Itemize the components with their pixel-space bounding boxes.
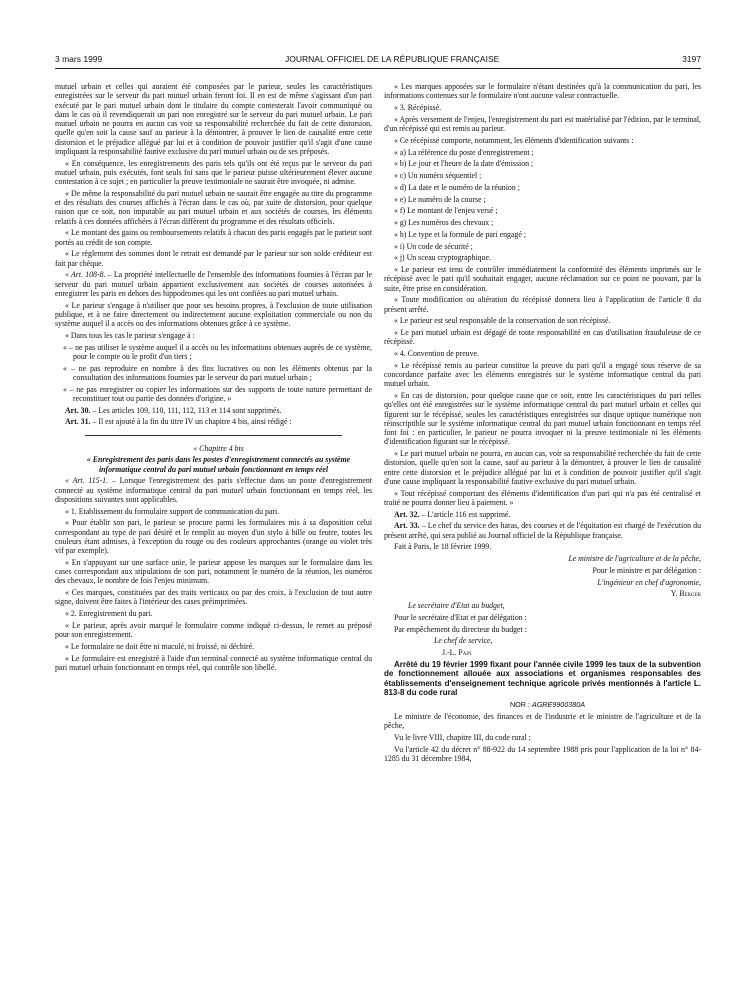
chapter-heading: « Chapitre 4 bis xyxy=(193,443,244,453)
paragraph: « Les marques apposées sur le formulaire n'étant destinées qu'à la communication du pari, les informations contenues sur le formulaire n'ont aucune valeur contractuelle. xyxy=(384,82,701,101)
paragraph: « En s'appuyant sur une surface unie, le parieur appose les marques sur le formulaire dans les cases correspondant aux stipulations de son pari, notamment le numéro de la réunion, les numéros des chevaux, le nombre de fois l'enjeu minimum. xyxy=(55,557,372,586)
list-item: « b) Le jour et l'heure de la date d'émission ; xyxy=(394,159,534,169)
list-item: « d) La date et le numéro de la réunion ; xyxy=(394,182,520,192)
list-item: « – ne pas utiliser le système auquel il a accès ou les informations obtenues auprès de ce système, pour le compte ou le profit d'un tiers ; xyxy=(63,342,372,361)
paragraph: Vu le livre VIII, chapitre III, du code rural ; xyxy=(394,733,531,742)
article-label: « Art. 108-8. xyxy=(65,270,106,280)
article-33 xyxy=(384,521,701,540)
section-heading: « 3. Récépissé. xyxy=(394,103,442,112)
paragraph: « Tout récépissé comportant des éléments d'identification d'un pari qui n'a pas été centralisé et traité ne pourra donner lieu à paiement. » xyxy=(384,488,701,507)
article-30 xyxy=(55,406,372,415)
list-item: « i) Un code de sécurité ; xyxy=(394,241,473,251)
paragraph: « Le montant des gains ou remboursements relatifs à chacun des paris engagés par le parieur sont portés au crédit de son compte. xyxy=(55,228,372,247)
signatory-title: Le secrétaire d'Etat au budget, xyxy=(408,601,505,610)
paragraph: « Le règlement des sommes dont le retrait est demandé par le parieur sur son solde créditeur est fait par chèque. xyxy=(55,249,372,268)
list-item: « g) Les numéros des chevaux ; xyxy=(394,218,494,227)
article-31 xyxy=(55,417,372,426)
paragraph: « Dans tous les cas le parieur s'engage à : xyxy=(65,330,195,340)
issue-date: 3 mars 1999 xyxy=(55,54,103,64)
paragraph: « Ces marques, constituées par des traits verticaux ou par des croix, à l'exclusion de tout autre signe, doivent être faites à l'intérieur des cases préimprimées. xyxy=(55,588,372,607)
paragraph: Vu l'article 42 du décret n° 88-922 du 14 septembre 1988 pris pour l'application de la loi n° 84-1285 du 31 décembre 1984, xyxy=(384,744,701,763)
paragraph: « Le parieur s'engage à n'utiliser que pour ses besoins propres, à l'exclusion de toute utilisation publique, et à ne faire directement ou indirectement aucune exploitation commerciale ou non du système auquel il a accès ou des informations obtenues grâce à ce système. xyxy=(55,300,372,328)
list-item: « a) La référence du poste d'enregistrement ; xyxy=(394,147,534,157)
text-columns xyxy=(55,82,701,960)
journal-title: JOURNAL OFFICIEL DE LA RÉPUBLIQUE FRANÇAISE xyxy=(285,54,500,64)
article-32 xyxy=(384,510,701,519)
paragraph: « Le récépissé remis au parieur constitue la preuve du pari qu'il a engagé sous réserve de sa concordance parfaite avec les éléments enregistrés sur le système informatique central du pari mutuel urbain. xyxy=(384,360,701,389)
list-item: « h) Le type et la formule de pari engagé ; xyxy=(394,229,526,239)
paragraph: « Le formulaire ne doit être ni maculé, ni froissé, ni déchiré. xyxy=(65,641,255,651)
paragraph: « En conséquence, les enregistrements des paris tels qu'ils ont été reçus par le serveur du pari mutuel urbain, puis exécutés, font seuls foi sans que le parieur puisse ultérieurement élever aucune contestation à ce sujet ; en particulier la preuve testimoniale ne saurait être invoquée, ni admise. xyxy=(55,158,372,186)
article-115-1 xyxy=(55,476,372,504)
article-108-8 xyxy=(55,270,372,298)
nor-label: NOR : xyxy=(509,700,532,710)
signatory-name: Y. Berger xyxy=(670,589,701,599)
paragraph: « De même la responsabilité du pari mutuel urbain ne saurait être engagée au titre du programme et des résultats des courses affichés à l'écran dans le cas où, par suite de distorsion, pour quelque raison que ce soit, non imputable au pari mutuel urbain et aux sociétés de courses, les éléments relatifs à ces données affichées à l'écran diffèrent du programme et des résultats officiels. xyxy=(55,188,372,226)
paragraph: « Le parieur, après avoir marqué le formulaire comme indiqué ci-dessus, le remet au préposé pour son enregistrement. xyxy=(55,620,372,639)
signatory-delegation: Pour le ministre et par délégation : xyxy=(592,565,701,575)
paragraph: « Toute modification ou altération du récépissé donnera lieu à l'application de l'article 8 du présent arrêté. xyxy=(384,295,701,314)
list-item: « – ne pas reproduire en nombre à des fins lucratives ou non les éléments obtenus par la consultation des informations fournies par le serveur du pari mutuel urbain ; xyxy=(63,363,372,382)
list-item: « e) Le numéro de la course ; xyxy=(394,194,486,204)
nor-code: AGRE9900380A xyxy=(531,700,586,710)
page-number: 3197 xyxy=(682,54,701,64)
divider xyxy=(85,435,342,436)
article-text: – La propriété intellectuelle de l'ensemble des informations fournies à l'écran par le serveur du pari mutuel urbain appartient exclusivement aux sociétés de courses autorisées à enregistrer les paris en dehors des hippodromes qui les ont confiées au pari mutuel urbain. xyxy=(55,270,372,298)
paragraph: « Le parieur est tenu de contrôler immédiatement la conformité des éléments imprimés sur le récépissé avec le pari qu'il souhaitait engager, aucune réclamation sur ce point ne pouvant, par la suite, être prise en considération. xyxy=(384,265,701,293)
article-text: – Lorsque l'enregistrement des paris s'effectue dans un poste d'enregistrement connecté au système informatique central du pari mutuel urbain fonctionnant en temps réel, les dispositions suivantes sont applicables. xyxy=(55,476,372,504)
signatory-role: L'ingénieur en chef d'agronomie, xyxy=(597,577,701,587)
nor-reference xyxy=(384,700,701,709)
left-column xyxy=(55,82,372,960)
section-heading: « 1. Etablissement du formulaire support de communication du pari. xyxy=(65,506,280,516)
chapter-title: « Enregistrement des paris dans les postes d'enregistrement connectés au système informatique central du pari mutuel urbain fonctionnant en temps réel xyxy=(86,455,351,474)
paragraph: « En cas de distorsion, pour quelque cause que ce soit, entre les caractéristiques du pari telles qu'elles ont été enregistrées sur le système informatique central du pari mutuel urbain et celles qui figurent sur le récépissé, seules les caractéristiques enregistrées sur disque optique numérique non réinscriptible sur le système informatique central du pari mutuel urbain fonctionnant en temps réel font foi : en particulier, le parieur ne pourra invoquer ni la preuve testimoniale ni les éléments d'identification figurant sur le récépissé. xyxy=(384,391,701,447)
section-heading: « 2. Enregistrement du pari. xyxy=(65,609,153,618)
article-text: – Les articles 109, 110, 111, 112, 113 et 114 sont supprimés. xyxy=(90,405,282,415)
article-label: Art. 33. xyxy=(394,521,420,531)
article-label: Art. 32. xyxy=(394,509,420,519)
signatory-delegation: Par empêchement du directeur du budget : xyxy=(394,624,527,634)
right-column xyxy=(384,82,701,960)
article-text: – L'article 116 est supprimé. xyxy=(419,509,511,519)
signatory-role: Le chef de service, xyxy=(434,636,493,646)
signatory-name: J.-L. Pain xyxy=(442,648,472,657)
article-text: – Le chef du service des haras, des courses et de l'équitation est chargé de l'exécution du présent arrêté, qui sera publié au Journal officiel de la République française. xyxy=(384,521,701,540)
signatory-title: Le ministre de l'agriculture et de la pêche, xyxy=(568,554,701,563)
paragraph: « Le formulaire est enregistré à l'aide d'un terminal connecté au système informatique central du pari mutuel urbain fonctionnant en temps réel, qui contrôle son libellé. xyxy=(55,653,372,672)
signatory-delegation: Pour le secrétaire d'Etat et par délégation : xyxy=(394,612,527,622)
paragraph: « Le parieur est seul responsable de la conservation de son récépissé. xyxy=(394,316,611,326)
paragraph: Le ministre de l'économie, des finances et de l'industrie et le ministre de l'agriculture et de la pêche, xyxy=(384,712,701,731)
page-header xyxy=(55,54,701,69)
list-item: « j) Un sceau cryptographique. xyxy=(394,253,491,263)
article-label: Art. 31. xyxy=(65,417,91,427)
paragraph: mutuel urbain et celles qui auraient été composées par le parieur, seules les caractéristiques enregistrées sur le serveur du pari mutuel urbain feront foi. Il en est de même s'agissant d'un pari exécuté par le pari mutuel urbain dont le titulaire du compte contesterait l'avoir communiqué ou dans le cas où il revendiquerait un pari non enregistré sur le serveur du pari mutuel urbain. Le pari mutuel urbain ne pourra en aucun cas voir sa responsabilité recherchée du fait de cette distorsion, quelle qu'en soit la cause sauf au parieur à la démontrer, à prouver le lien de causalité entre cette distorsion et le préjudice allégué par lui et à condition de pouvoir justifier qu'il s'agit d'une cause impliquant la responsabilité fautive exclusive du pari mutuel urbain ou de ses préposés. xyxy=(55,82,372,156)
paragraph: « Pour établir son pari, le parieur se procure parmi les formulaires mis à sa disposition celui correspondant au type de pari désiré et le remplit au moyen d'un stylo à bille ou feutre, toutes les couleurs étant admises, à l'exception du rouge ou des couleurs approchantes (orange ou violet très vif par exemple). xyxy=(55,518,372,555)
section-heading: « 4. Convention de preuve. xyxy=(394,349,479,358)
list-item: « f) Le montant de l'enjeu versé ; xyxy=(394,206,498,216)
paragraph: « Après versement de l'enjeu, l'enregistrement du pari est matérialisé par l'édition, par le terminal, d'un récépissé qui est remis au parieur. xyxy=(384,114,701,133)
list-item: « – ne pas enregistrer ou copier les informations sur des supports de toute nature permettant de reconstituer tout ou partie des données d'origine. » xyxy=(63,384,372,403)
article-label: « Art. 115-1. xyxy=(65,476,109,486)
paragraph: « Le pari mutuel urbain est dégagé de toute responsabilité en cas d'utilisation frauduleuse de ce récépissé. xyxy=(384,328,701,347)
decree-title: Arrêté du 19 février 1999 fixant pour l'année civile 1999 les taux de la subvention de fonctionnement allouée aux associations et organismes responsables des établissements d'enseignement technique agricole privés mentionnés à l'article L. 813-8 du code rural xyxy=(384,659,701,698)
list-item: « c) Un numéro séquentiel ; xyxy=(394,171,482,180)
paragraph: « Le pari mutuel urbain ne pourra, en aucun cas, voir sa responsabilité recherchée du fait de cette distorsion, quelle qu'en soit la cause, sauf au parieur à la démontrer, à prouver le lien de causalité entre cette distorsion et le préjudice allégué par lui et à condition de pouvoir justifier qu'il s'agit d'une cause impliquant la responsabilité fautive exclusive du pari mutuel urbain. xyxy=(384,449,701,486)
paragraph: « Ce récépissé comporte, notamment, les éléments d'identification suivants : xyxy=(394,135,634,145)
article-label: Art. 30. xyxy=(65,405,91,415)
signature-date: Fait à Paris, le 18 février 1999. xyxy=(394,542,492,552)
article-text: – Il est ajouté à la fin du titre IV un chapitre 4 bis, ainsi rédigé : xyxy=(90,417,292,427)
